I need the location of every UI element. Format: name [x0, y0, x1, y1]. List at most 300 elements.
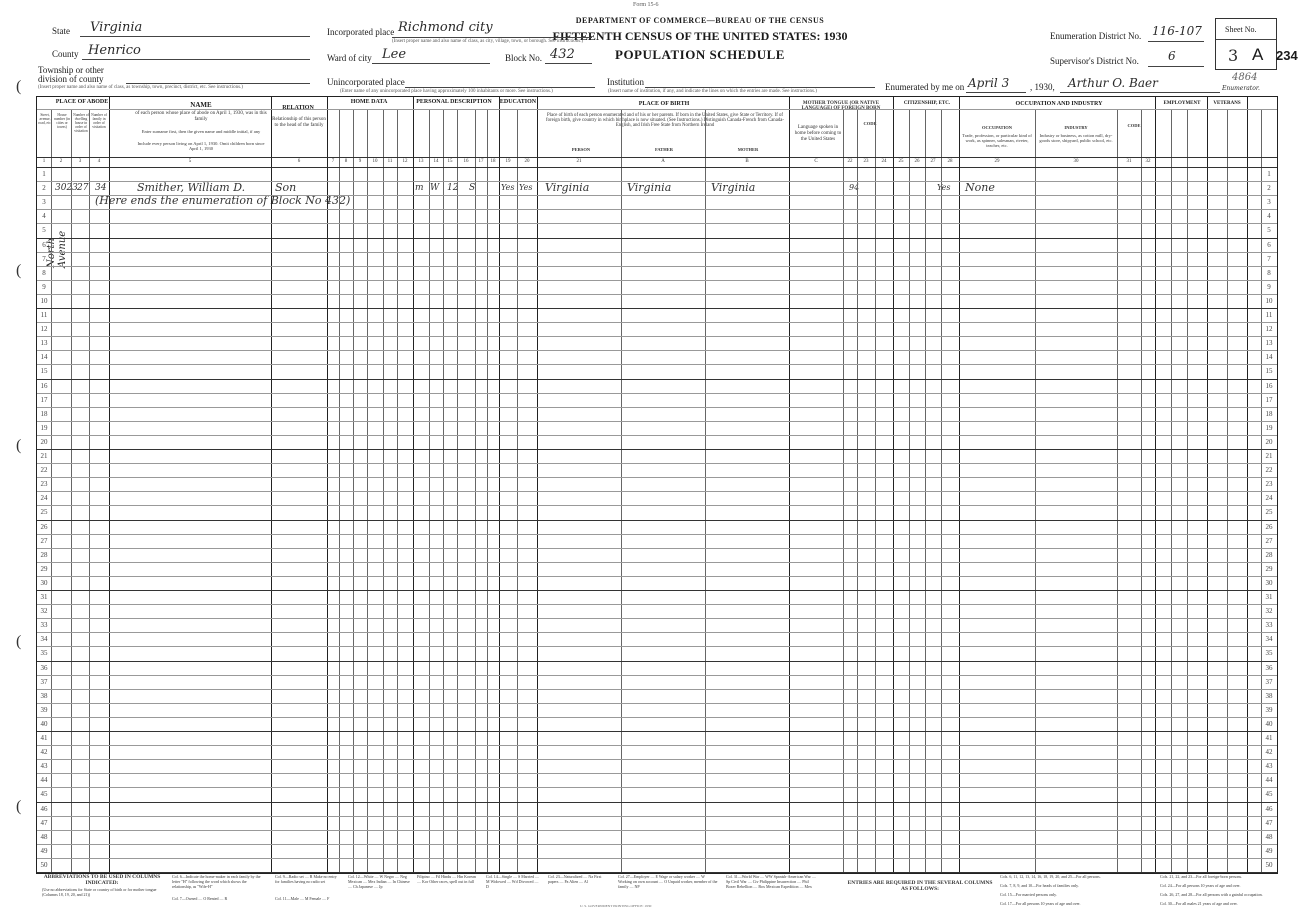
- row-rule: [37, 308, 1277, 309]
- line-number-right: 33: [1265, 621, 1273, 630]
- sheet-divider: [1216, 39, 1276, 40]
- entry-english: Yes: [937, 183, 951, 192]
- line-number: 42: [40, 748, 48, 757]
- line-number: 48: [40, 832, 48, 841]
- birth-person-header: PERSON: [571, 147, 591, 152]
- line-number: 41: [40, 734, 48, 742]
- line-number-right: 48: [1265, 832, 1273, 841]
- line-number: 18: [40, 409, 48, 418]
- line-number-right: 38: [1265, 691, 1273, 700]
- supervisor-label: Supervisor's District No.: [1050, 56, 1139, 66]
- column-number: 32: [1145, 159, 1151, 164]
- line-number-right: 6: [1267, 240, 1271, 249]
- entries-g: Cols. 26, 27, and 28—For all persons with a gainful occupation.: [1160, 892, 1263, 897]
- state-line: [80, 36, 310, 37]
- line-number-right: 50: [1265, 860, 1273, 869]
- entries-d: Col. 17—For all persons 10 years of age and over.: [1000, 901, 1081, 906]
- enumerated-year: , 1930,: [1030, 82, 1055, 92]
- occupation-header: OCCUPATION: [981, 125, 1013, 130]
- line-number: 27: [40, 536, 48, 545]
- line-number: 43: [40, 762, 48, 771]
- row-rule: [37, 604, 1277, 605]
- block-value: 432: [550, 47, 575, 62]
- line-number-right: 41: [1265, 734, 1273, 742]
- group-veterans: VETERANS: [1213, 101, 1241, 106]
- line-number: 3: [42, 198, 46, 207]
- line-number: 29: [40, 564, 48, 573]
- entry-house-number: 3023: [55, 183, 78, 193]
- name-subtext: Enter surname first, then the given name and middle initial, if any: [141, 129, 261, 134]
- county-label: County: [52, 49, 79, 59]
- line-number-right: 28: [1265, 550, 1273, 559]
- line-number: 36: [40, 663, 48, 672]
- line-number: 21: [40, 452, 48, 460]
- line-number: 49: [40, 846, 48, 855]
- industry-description: Industry or business, as cotton mill, dry-goods store, shipyard, public school, etc.: [1039, 133, 1113, 143]
- line-number-right: 13: [1265, 339, 1273, 348]
- entry-read-write: Yes: [519, 183, 533, 192]
- line-number: 45: [40, 790, 48, 799]
- entry-color: W: [430, 183, 440, 193]
- line-number-right: 31: [1265, 593, 1273, 601]
- group-citizenship: CITIZENSHIP, ETC.: [903, 101, 951, 106]
- column-number: 28: [947, 159, 953, 164]
- column-number: 8: [344, 159, 348, 164]
- line-number: 15: [40, 367, 48, 376]
- column-number: 21: [576, 159, 582, 164]
- row-rule: [37, 181, 1277, 182]
- line-number-right: 24: [1265, 494, 1273, 503]
- birth-mother-header: MOTHER: [737, 147, 759, 152]
- column-rule: [959, 97, 960, 873]
- group-mother-tongue: MOTHER TONGUE (OR NATIVE LANGUAGE) OF FOREIGN BORN: [801, 101, 881, 111]
- schedule-title: POPULATION SCHEDULE: [615, 47, 785, 62]
- sheet-box: [1215, 18, 1277, 70]
- group-place-of-birth: PLACE OF BIRTH: [638, 101, 690, 107]
- abbrev-subtitle: (Use no abbreviations for State or country of birth or for mother tongue (Columns 18, 19, 20, and 21)): [42, 887, 157, 897]
- supervisor-line: [1148, 66, 1204, 67]
- row-rule: [37, 336, 1277, 337]
- binder-hole-mark: (: [16, 798, 22, 815]
- line-number-right: 47: [1265, 818, 1273, 827]
- line-number-right: 2: [1267, 184, 1271, 193]
- line-number-right: 20: [1265, 437, 1273, 446]
- line-number: 39: [40, 705, 48, 714]
- block-line: [545, 63, 592, 64]
- column-rule: [1247, 97, 1248, 873]
- enumerated-date-line: [966, 92, 1026, 93]
- row-rule: [37, 816, 1277, 817]
- row-rule: [37, 632, 1277, 633]
- line-number-right: 16: [1265, 381, 1273, 390]
- printer-line: U. S. GOVERNMENT PRINTING OFFICE: 1930: [580, 904, 652, 908]
- entry-dwelling-number: 27: [77, 183, 89, 193]
- column-number: 13: [418, 159, 424, 164]
- column-rule: [327, 97, 328, 873]
- page-stamp: 234: [1276, 48, 1298, 63]
- row-rule: [37, 773, 1277, 774]
- line-number-right: 9: [1267, 282, 1271, 291]
- column-number: 27: [930, 159, 936, 164]
- line-number: 50: [40, 860, 48, 869]
- line-number-right: 46: [1265, 804, 1273, 813]
- row-rule: [37, 491, 1277, 492]
- entry-school: Yes: [501, 183, 515, 192]
- line-number: 14: [40, 353, 48, 362]
- group-personal-description: PERSONAL DESCRIPTION: [416, 99, 492, 105]
- incorporated-value: Richmond city: [398, 20, 493, 35]
- line-number-right: 21: [1265, 452, 1273, 460]
- row-rule: [37, 731, 1277, 732]
- line-number: 26: [40, 522, 48, 531]
- entries-f: Col. 24—For all persons 10 years of age and over.: [1160, 883, 1241, 888]
- abbrev-col31: Col. 31—World War .... WW Spanish-American War .... Sp Civil War .... Civ Philippine Insurrection .... Phil Boxer Rebellion .... Box Mexican Expedition .... Mex: [726, 874, 816, 889]
- column-rule: [271, 97, 272, 873]
- unincorporated-line: [405, 87, 595, 88]
- row-rule: [37, 238, 1277, 239]
- line-number: 22: [40, 466, 48, 475]
- entry-birth-father: Virginia: [627, 181, 672, 194]
- column-number: 9: [358, 159, 362, 164]
- line-number: 17: [40, 395, 48, 404]
- entry-marital: S: [469, 183, 476, 193]
- binder-hole-mark: (: [16, 633, 22, 650]
- supervisor-value: 6: [1168, 49, 1176, 63]
- header-rule: [37, 157, 1277, 158]
- abbrev-col14: Col. 14—Single .... S Married .... M Widowed .... Wd Divorced .... D: [486, 874, 540, 889]
- schedule-grid: [36, 96, 1278, 874]
- row-rule: [37, 280, 1277, 281]
- column-number: 7: [331, 159, 335, 164]
- row-rule: [37, 209, 1277, 210]
- column-number: 25: [898, 159, 904, 164]
- row-rule: [37, 787, 1277, 788]
- abbrev-col27: Col. 27—Employer .... E Wage or salary worker .... W Working on own account .... O Unpaid worker, member of the family .... NP: [618, 874, 718, 889]
- tongue-code-header: CODE: [863, 121, 877, 126]
- group-education: EDUCATION: [499, 99, 537, 105]
- abbrev-col23: Col. 23—Naturalized .... Na First papers .... Pa Alien .... Al: [548, 874, 602, 884]
- relation-description: Relationship of this person to the head of the family: [272, 117, 326, 128]
- row-rule: [37, 266, 1277, 267]
- row-rule: [37, 393, 1277, 394]
- line-number: 10: [40, 296, 48, 305]
- entry-birth-person: Virginia: [545, 181, 590, 194]
- column-number: 4: [97, 159, 101, 164]
- occupation-description: Trade, profession, or particular kind of work, as spinner, salesman, riveter, teacher, etc.: [962, 133, 1032, 148]
- column-number: 31: [1126, 159, 1132, 164]
- line-number-right: 30: [1265, 578, 1273, 587]
- entries-a: Cols. 6, 11, 12, 13, 14, 16, 18, 19, 20, and 25—For all persons.: [1000, 874, 1101, 879]
- institution-line: [645, 87, 875, 88]
- ward-label: Ward of city: [327, 53, 372, 63]
- line-number: 1: [42, 170, 46, 178]
- row-rule: [37, 717, 1277, 718]
- group-employment: EMPLOYMENT: [1163, 101, 1201, 106]
- line-number-right: 4: [1267, 212, 1271, 221]
- row-rule: [37, 844, 1277, 845]
- township-hint: (Insert proper name and also name of class, as township, town, precinct, district, etc. See instructions.): [38, 85, 243, 90]
- column-number: 11: [387, 159, 393, 164]
- entry-birth-mother: Virginia: [711, 181, 756, 194]
- house-number-header: House number (in cities or towns): [54, 113, 70, 129]
- institution-hint: (Insert name of institution, if any, and indicate the lines on which the entries are made. See instructions.): [608, 89, 817, 94]
- group-relation: RELATION: [282, 105, 314, 111]
- column-number: A: [661, 159, 665, 164]
- row-rule: [37, 477, 1277, 478]
- line-number: 12: [40, 325, 48, 334]
- name-description: of each person whose place of abode on April 1, 1930, was in this family: [135, 111, 267, 122]
- row-rule: [37, 350, 1277, 351]
- row-rule: [37, 520, 1277, 521]
- column-number: C: [814, 159, 818, 164]
- line-number: 8: [42, 268, 46, 277]
- row-rule: [37, 463, 1277, 464]
- form-number: Form 15-6: [633, 2, 659, 8]
- entry-family-number: 34: [95, 183, 107, 193]
- column-number: 18: [490, 159, 496, 164]
- county-value: Henrico: [88, 43, 141, 58]
- line-number-right: 18: [1265, 409, 1273, 418]
- group-name: NAME: [190, 101, 212, 109]
- row-rule: [37, 505, 1277, 506]
- block-label: Block No.: [505, 53, 542, 63]
- line-number-right: 32: [1265, 607, 1273, 616]
- row-rule: [37, 759, 1277, 760]
- column-rule: [1155, 97, 1156, 873]
- row-rule: [37, 322, 1277, 323]
- tongue-description: Language spoken in home before coming to the United States: [794, 125, 842, 142]
- line-number: 38: [40, 691, 48, 700]
- row-rule: [37, 661, 1277, 662]
- line-number: 30: [40, 578, 48, 587]
- line-number-right: 35: [1265, 649, 1273, 658]
- column-number: 1: [42, 159, 46, 164]
- entry-age: 12: [447, 183, 459, 193]
- line-number-right: 40: [1265, 719, 1273, 728]
- line-number: 5: [42, 226, 46, 235]
- row-rule: [37, 618, 1277, 619]
- row-rule: [37, 364, 1277, 365]
- entries-c: Col. 15—For married persons only.: [1000, 892, 1057, 897]
- line-number: 4: [42, 212, 46, 221]
- group-home-data: HOME DATA: [350, 99, 388, 105]
- line-number: 16: [40, 381, 48, 390]
- abbrev-col12: Col. 12—White .... W Negro .... Neg Mexican .... Mex Indian .... In Chinese .... Ch Japanese .... Jp: [348, 874, 410, 889]
- line-number: 6: [42, 240, 46, 249]
- row-rule: [37, 646, 1277, 647]
- line-number: 23: [40, 480, 48, 489]
- line-number: 2: [42, 184, 46, 193]
- entry-occupation: None: [965, 181, 995, 194]
- abbrev-col6: Col. 6—Indicate the home-maker in each family by the letter "H" following the word which shows the relationship, as "Wife-H": [172, 874, 261, 889]
- enumerator-line: [1060, 92, 1220, 93]
- line-number-right: 42: [1265, 748, 1273, 757]
- column-rule: [413, 97, 414, 873]
- column-number: 2: [59, 159, 63, 164]
- column-rule: [893, 97, 894, 873]
- family-number-header: Number of family in order of visitation: [91, 113, 107, 129]
- line-number-right: 39: [1265, 705, 1273, 714]
- group-occupation-industry: OCCUPATION AND INDUSTRY: [1015, 101, 1103, 107]
- entries-title: ENTRIES ARE REQUIRED IN THE SEVERAL COLUMNS AS FOLLOWS:: [847, 880, 993, 892]
- state-value: Virginia: [90, 20, 143, 35]
- enum-district-line: [1148, 41, 1204, 42]
- abbrev-col7: Col. 7—Owned .... O Rented .... R: [172, 896, 228, 901]
- line-number-right: 5: [1267, 226, 1271, 235]
- township-line: [126, 83, 310, 84]
- row-rule: [37, 252, 1277, 253]
- line-number: 35: [40, 649, 48, 658]
- township-label: Township or other division of county: [38, 65, 104, 84]
- line-number: 47: [40, 818, 48, 827]
- line-number-right: 27: [1265, 536, 1273, 545]
- incorporated-line: [392, 37, 592, 38]
- row-rule: [37, 590, 1277, 591]
- column-number: 29: [994, 159, 1000, 164]
- line-number-right: 23: [1265, 480, 1273, 489]
- column-rule: [109, 97, 110, 873]
- line-number-right: 3: [1267, 198, 1271, 207]
- line-number: 9: [42, 282, 46, 291]
- column-number: 6: [297, 159, 301, 164]
- ward-value: Lee: [382, 47, 407, 62]
- column-number: 3: [78, 159, 82, 164]
- row-rule: [37, 294, 1277, 295]
- enum-district-value: 116-107: [1152, 24, 1202, 38]
- unincorporated-hint: (Enter name of any unincorporated place having approximately 100 inhabitants or more. See instructions.): [340, 89, 553, 94]
- row-rule: [37, 548, 1277, 549]
- line-number: 44: [40, 776, 48, 785]
- incorporated-label: Incorporated place: [327, 27, 395, 37]
- binder-hole-mark: (: [16, 437, 22, 454]
- enumeration-end-note: (Here ends the enumeration of Block No 432): [95, 194, 351, 207]
- line-number-right: 36: [1265, 663, 1273, 672]
- group-place-of-abode: PLACE OF ABODE: [55, 99, 109, 105]
- line-number: 13: [40, 339, 48, 348]
- row-rule: [37, 858, 1277, 859]
- row-rule: [37, 703, 1277, 704]
- column-number: 14: [433, 159, 439, 164]
- row-rule: [37, 830, 1277, 831]
- row-rule: [37, 689, 1277, 690]
- enumerator-label: Enumerator.: [1222, 85, 1260, 92]
- line-number-right: 17: [1265, 395, 1273, 404]
- abbrev-col9: Col. 9—Radio set .... R Make no entry for families having no radio set: [275, 874, 337, 884]
- census-title: FIFTEENTH CENSUS OF THE UNITED STATES: 1930: [552, 29, 848, 43]
- row-rule: [37, 802, 1277, 803]
- row-rule: [37, 449, 1277, 450]
- line-number: 40: [40, 719, 48, 728]
- line-number: 19: [40, 423, 48, 432]
- binder-hole-mark: (: [16, 262, 22, 279]
- column-rule: [1207, 97, 1208, 873]
- line-number: 11: [40, 311, 48, 319]
- entry-code: 94: [849, 183, 860, 192]
- institution-label: Institution: [607, 77, 645, 87]
- line-number-right: 22: [1265, 466, 1273, 475]
- enumerated-date: April 3: [968, 76, 1010, 90]
- binder-hole-mark: (: [16, 78, 22, 95]
- line-number: 46: [40, 804, 48, 813]
- column-number: 30: [1073, 159, 1079, 164]
- state-label: State: [52, 26, 70, 36]
- column-number: 23: [863, 159, 869, 164]
- column-number: 10: [372, 159, 378, 164]
- line-number: 37: [40, 677, 48, 686]
- industry-header: INDUSTRY: [1064, 125, 1088, 130]
- line-number: 31: [40, 593, 48, 601]
- column-rule: [537, 97, 538, 873]
- line-number: 32: [40, 607, 48, 616]
- line-number-right: 37: [1265, 677, 1273, 686]
- column-number: B: [745, 159, 749, 164]
- enumerator-name: Arthur O. Baer: [1068, 76, 1158, 90]
- line-number-right: 49: [1265, 846, 1273, 855]
- enumerated-label: Enumerated by me on: [885, 82, 965, 92]
- entry-sex: m: [415, 183, 424, 193]
- line-number-right: 14: [1265, 353, 1273, 362]
- entries-e: Cols. 21, 22, and 23—For all foreign-born persons.: [1160, 874, 1243, 879]
- column-number: 5: [188, 159, 192, 164]
- line-number-right: 15: [1265, 367, 1273, 376]
- line-number-right: 8: [1267, 268, 1271, 277]
- sheet-side: A: [1252, 45, 1264, 64]
- column-number: 20: [524, 159, 530, 164]
- row-rule: [37, 872, 1277, 873]
- row-rule: [37, 745, 1277, 746]
- row-rule: [37, 675, 1277, 676]
- column-rule: [499, 97, 500, 873]
- line-number: 33: [40, 621, 48, 630]
- ward-line: [372, 63, 490, 64]
- birth-father-header: FATHER: [654, 147, 674, 152]
- line-number: 28: [40, 550, 48, 559]
- row-rule: [37, 534, 1277, 535]
- name-subtext-2: Include every person living on April 1, 1930. Omit children born since April 1, 1930: [137, 141, 265, 151]
- line-number: 34: [40, 635, 48, 644]
- line-number-right: 12: [1265, 325, 1273, 334]
- entry-relation: Son: [275, 181, 297, 194]
- line-number-right: 29: [1265, 564, 1273, 573]
- line-number-right: 10: [1265, 296, 1273, 305]
- line-number-right: 45: [1265, 790, 1273, 799]
- corner-mark: 4864: [1232, 72, 1258, 83]
- row-rule: [37, 435, 1277, 436]
- line-number: 24: [40, 494, 48, 503]
- street-header: Street, avenue, road, etc.: [38, 113, 52, 125]
- birth-description: Place of birth of each person enumerated and of his or her parents. If born in the United States, give State or Territory. If of foreign birth, give country in which birthplace is now situated. (See Instructions.) Distinguish Canada-French from Canada-English, and Irish Free State from Northern Ireland: [546, 113, 784, 128]
- line-number: 20: [40, 437, 48, 446]
- row-rule: [37, 407, 1277, 408]
- row-rule: [37, 195, 1277, 196]
- entries-b: Cols. 7, 8, 9, and 10—For heads of families only.: [1000, 883, 1079, 888]
- column-rule: [789, 97, 790, 873]
- column-number: 26: [914, 159, 920, 164]
- line-number-right: 7: [1267, 254, 1271, 263]
- line-number: 7: [42, 254, 46, 263]
- line-number-right: 19: [1265, 423, 1273, 432]
- row-rule: [37, 223, 1277, 224]
- line-number-right: 34: [1265, 635, 1273, 644]
- column-number: 12: [402, 159, 408, 164]
- group-header-rule: [37, 109, 1277, 110]
- sheet-label: Sheet No.: [1225, 25, 1257, 34]
- entry-name: Smither, William D.: [137, 181, 246, 194]
- street-name: North Avenue: [46, 230, 68, 268]
- column-number: 16: [463, 159, 469, 164]
- line-number-right: 26: [1265, 522, 1273, 531]
- row-rule: [37, 562, 1277, 563]
